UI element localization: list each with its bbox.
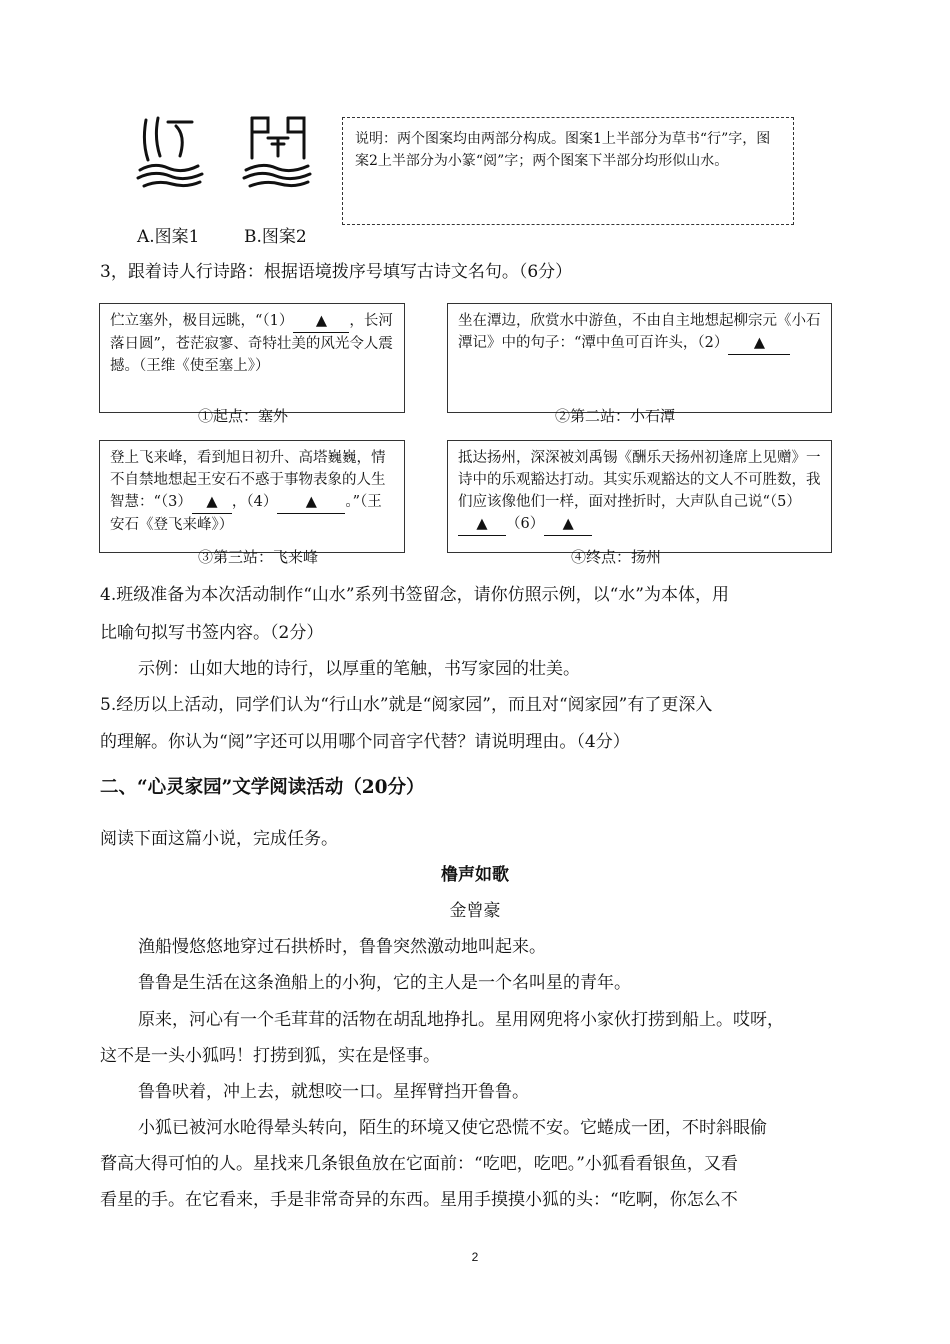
box-1-text-pre: 伫立塞外，极目远眺，“（1） [110,313,294,329]
triangle-marker-icon: ▲ [753,335,765,351]
figure-note-box [342,117,794,225]
story-title: 橹声如歌 [441,865,509,885]
question-3: 3，跟着诗人行诗路：根据语境拨序号填写古诗文名句。（6分） [100,262,573,282]
route-box-3 [99,440,405,553]
figure-note-text: 说明：两个图案均由两部分构成。图案1上半部分为草书“行”字，图案2上半部分为小篆“阅”字；两个图案下半部分均形似山水。 [355,131,771,169]
question-5-line-1: 5.经历以上活动，同学们认为“行山水”就是“阅家园”，而且对“阅家园”有了更深入 [100,695,713,715]
story-paragraph-5-line-1: 小狐已被河水呛得晕头转向，陌生的环境又使它恐慌不安。它蜷成一团，不时斜眼偷 [138,1118,767,1138]
stage-label-1: ①起点：塞外 [198,407,289,425]
route-box-4 [447,440,832,553]
stage-label-3: ③第三站：飞来峰 [198,548,319,566]
story-paragraph-5-line-2: 瞀高大得可怕的人。星找来几条银鱼放在它面前：“吃吧，吃吧。”小狐看看银鱼，又看 [100,1154,738,1174]
story-paragraph-1: 渔船慢悠悠地穿过石拱桥时，鲁鲁突然激动地叫起来。 [138,937,546,957]
triangle-marker-icon: ▲ [476,516,488,532]
box-3-text-pre: 登上飞来峰，看到旭日初升、高塔巍巍，情不自禁地想起王安石不惑于事物表象的人生智慧：“（3） [110,450,386,510]
story-author: 金曾豪 [449,901,501,921]
route-box-2 [447,303,832,413]
story-paragraph-3-line-1: 原来，河心有一个毛茸茸的活物在胡乱地挣扎。星用网兜将小家伙打捞到船上。哎呀， [138,1010,784,1030]
answer-blank-4[interactable] [277,491,345,514]
triangle-marker-icon: ▲ [305,494,317,510]
question-4-example: 示例：山如大地的诗行，以厚重的笔触，书写家园的壮美。 [138,659,580,679]
figure-1-emblem [132,112,212,192]
box-2-text-pre: 坐在潭边，欣赏水中游鱼，不由自主地想起柳宗元《小石潭记》中的句子：“潭中鱼可百许头，（2） [458,313,821,351]
question-4-line-1: 4.班级准备为本次活动制作“山水”系列书签留念，请你仿照示例，以“水”为本体，用 [100,585,729,605]
story-paragraph-2: 鲁鲁是生活在这条渔船上的小狗，它的主人是一个名叫星的青年。 [138,973,631,993]
story-paragraph-4: 鲁鲁吠着，冲上去，就想咬一口。星挥臂挡开鲁鲁。 [138,1082,529,1102]
answer-blank-5[interactable] [458,513,506,536]
question-4-line-2: 比喻句拟写书签内容。（2分） [100,623,324,643]
stage-label-4: ④终点：扬州 [571,548,662,566]
box-3-text-mid: ，（4） [231,494,278,510]
reading-instruction: 阅读下面这篇小说，完成任务。 [100,829,338,849]
box-3-text-post: 。”（王安石《登飞来峰》） [110,494,382,533]
option-b[interactable] [244,224,307,250]
option-a[interactable] [137,224,200,250]
option-b-label: B.图案2 [244,227,307,247]
answer-blank-6[interactable] [544,513,592,536]
triangle-marker-icon: ▲ [315,313,327,329]
story-paragraph-3-line-2: 这不是一头小狐吗！打捞到狐，实在是怪事。 [100,1046,440,1066]
answer-blank-2[interactable] [728,332,790,355]
story-paragraph-5-line-3: 看星的手。在它看来，手是非常奇异的东西。星用手摸摸小狐的头：“吃啊，你怎么不 [100,1190,738,1210]
triangle-marker-icon: ▲ [206,494,218,510]
box-4-text-mid: （6） [506,516,545,532]
option-a-label: A.图案1 [137,227,200,247]
answer-blank-3[interactable] [192,491,232,514]
figure-2-emblem [238,112,318,192]
stage-label-2: ②第二站：小石潭 [555,407,676,425]
triangle-marker-icon: ▲ [562,516,574,532]
section-2-heading: 二、“心灵家园”文学阅读活动（20分） [100,777,425,798]
page-number: 2 [471,1250,479,1264]
route-box-1 [99,303,405,413]
answer-blank-1[interactable] [293,310,349,333]
box-4-text-pre: 抵达扬州，深深被刘禹锡《酬乐天扬州初逢席上见赠》一诗中的乐观豁达打动。其实乐观豁达的文人不可胜数，我们应该像他们一样，面对挫折时，大声队自己说“（5） [458,450,821,510]
question-5-line-2: 的理解。你认为“阅”字还可以用哪个同音字代替？请说明理由。（4分） [100,732,630,752]
box-1-text-post: ，长河落日圆”，苍茫寂寥、奇特壮美的风光令人震撼。（王维《使至塞上》） [110,313,393,374]
